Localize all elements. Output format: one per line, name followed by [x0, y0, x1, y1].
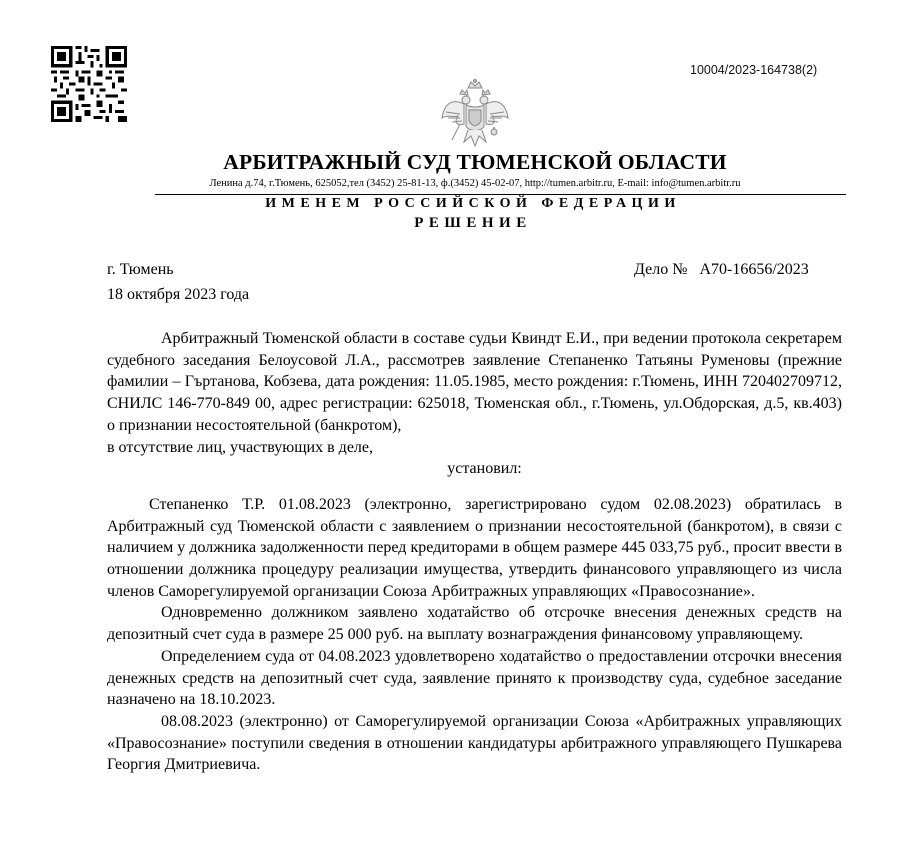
in-the-name-of-heading: ИМЕНЕМ РОССИЙСКОЙ ФЕДЕРАЦИИ [265, 196, 681, 211]
case-number: А70-16656/2023 [699, 261, 809, 278]
city: г. Тюмень [107, 261, 174, 278]
body-paragraph: Степаненко Т.Р. 01.08.2023 (электронно, зарегистрировано судом 02.08.2023) обратилась в Арбитражный суд Тюменской области с заявлением о признании несостоятельной (банкротом), в связи с наличием у должника задолженности перед кредиторами в общем размере 445 033,75 руб., просит ввести в отношении должника процедуру реализации имущества, утвердить финансового управляющего из числа членов Саморегулируемой организации Союза Арбитражных управляющих «Правосознание». [107, 495, 842, 600]
header-divider [155, 194, 846, 195]
body-paragraph: Одновременно должником заявлено ходатайство об отсрочке внесения денежных средств на депозитный счет суда в размере 25 000 руб. на выплату вознаграждения финансовому управляющему. [107, 604, 842, 644]
document-id: 10004/2023-164738(2) [690, 63, 818, 77]
document-type-heading: РЕШЕНИЕ [414, 215, 532, 231]
court-address: Ленина д.74, г.Тюмень, 625052,тел (3452) 25-81-13, ф.(3452) 45-02-07, http://tumen.arbitr.ru, E-mail: info@tumen.arbitr.ru [209, 178, 741, 189]
qr-code-icon [51, 46, 127, 122]
case-label: Дело № [634, 261, 688, 278]
coat-of-arms-icon [438, 78, 512, 150]
decision-date: 18 октября 2023 года [107, 286, 250, 303]
absence-line: в отсутствие лиц, участвующих в деле, [107, 438, 373, 456]
document-body [107, 328, 842, 776]
intro-paragraph: Арбитражный Тюменской области в составе судьи Квиндт Е.И., при ведении протокола секретарем судебного заседания Белоусовой Л.А., рассмотрев заявление Степаненко Татьяны Руменовы (прежние фамилии – Гъртанова, Кобзева, дата рождения: 11.05.1985, место рождения: г.Тюмень, ИНН 720402709712, СНИЛС 146-770-849 00, адрес регистрации: 625018, Тюменская обл., г.Тюмень, ул.Обдорская, д.5, кв.403) о признании несостоятельной (банкротом), [107, 330, 842, 434]
case-number-block [634, 261, 809, 279]
body-paragraph: 08.08.2023 (электронно) от Саморегулируемой организации Союза «Арбитражных управляющих «Правосознание» поступили сведения в отношении кандидатуры арбитражного управляющего Пушкарева Георгия Дмитриевича. [107, 712, 842, 774]
court-name: АРБИТРАЖНЫЙ СУД ТЮМЕНСКОЙ ОБЛАСТИ [223, 150, 727, 174]
established-heading: установил: [447, 460, 522, 478]
body-paragraph: Определением суда от 04.08.2023 удовлетворено ходатайство о предоставлении отсрочки внесения денежных средств на депозитный счет суда, заявление принято к производству суда, судебное заседание назначено на 18.10.2023. [107, 647, 842, 709]
